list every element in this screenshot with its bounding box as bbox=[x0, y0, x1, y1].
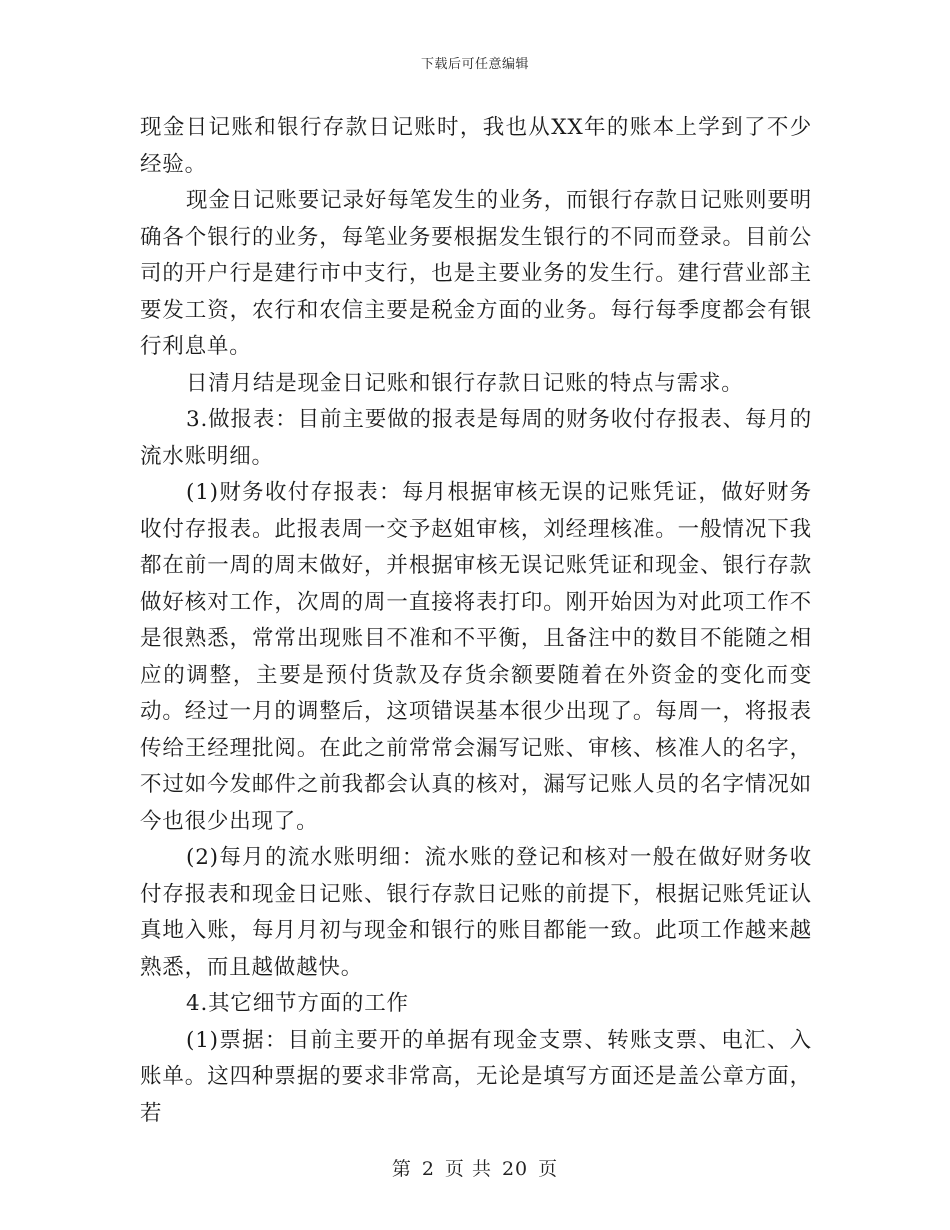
paragraph-3: 日清月结是现金日记账和银行存款日记账的特点与需求。 bbox=[186, 370, 744, 396]
footer-prefix: 第 bbox=[391, 1158, 412, 1180]
document-body bbox=[140, 110, 812, 1132]
footer-current-page: 2 bbox=[421, 1158, 435, 1180]
page-footer bbox=[0, 1154, 950, 1181]
footer-middle: 页 共 bbox=[444, 1158, 492, 1180]
paragraph-8: (1)票据：目前主要开的单据有现金支票、转账支票、电汇、入账单。这四种票据的要求非常高，无论是填写方面还是盖公章方面，若 bbox=[140, 1027, 812, 1126]
paragraph-2: 现金日记账要记录好每笔发生的业务，而银行存款日记账则要明确各个银行的业务，每笔业务要根据发生银行的不同而登录。目前公司的开户行是建行市中支行，也是主要业务的发生行。建行营业部主要发工资，农行和农信主要是税金方面的业务。每行每季度都会有银行利息单。 bbox=[140, 188, 812, 359]
paragraph-5: (1)财务收付存报表：每月根据审核无误的记账凭证，做好财务收付存报表。此报表周一交予赵姐审核，刘经理核准。一般情况下我都在前一周的周末做好，并根据审核无误记账凭证和现金、银行存款做好核对工作，次周的周一直接将表打印。刚开始因为对此项工作不是很熟悉，常常出现账目不准和不平衡，且备注中的数目不能随之相应的调整，主要是预付货款及存货余额要随着在外资金的变化而变动。经过一月的调整后，这项错误基本很少出现了。每周一，将报表传给王经理批阅。在此之前常常会漏写记账、审核、核准人的名字，不过如今发邮件之前我都会认真的核对，漏写记账人员的名字情况如今也很少出现了。 bbox=[140, 480, 812, 834]
footer-total-pages: 20 bbox=[501, 1158, 529, 1180]
paragraph-7: 4.其它细节方面的工作 bbox=[186, 991, 409, 1016]
paragraph-6: (2)每月的流水账明细：流水账的登记和核对一般在做好财务收付存报表和现金日记账、银行存款日记账的前提下，根据记账凭证认真地入账，每月月初与现金和银行的账目都能一致。此项工作越来越熟悉，而且越做越快。 bbox=[140, 845, 812, 980]
paragraph-4: 3.做报表：目前主要做的报表是每周的财务收付存报表、每月的流水账明细。 bbox=[140, 407, 812, 469]
footer-suffix: 页 bbox=[538, 1158, 559, 1180]
paragraph-1: 现金日记账和银行存款日记账时，我也从XX年的账本上学到了不少经验。 bbox=[140, 115, 812, 177]
page-header: 下载后可任意编辑 bbox=[420, 57, 529, 72]
